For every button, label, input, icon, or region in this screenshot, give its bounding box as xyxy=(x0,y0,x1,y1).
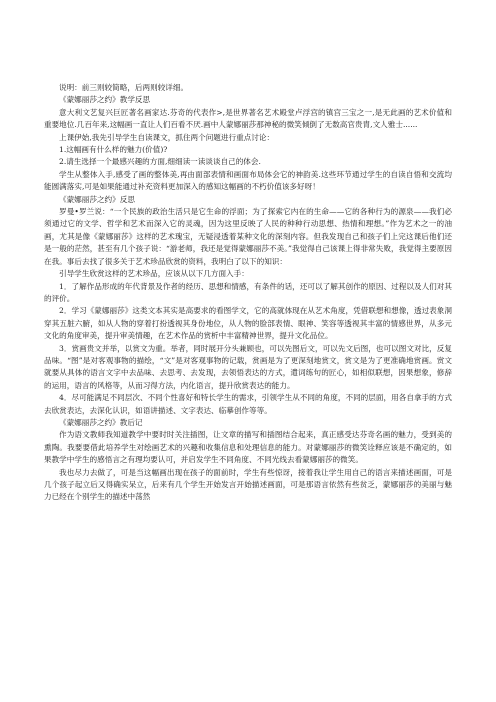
paragraph: 我也尽力去做了，可是当这幅画出现在孩子的面前时，学生有些惊讶，接着我让学生用自己的语言来描述画面，可是几个孩子起立后又得确实呆立，后来有几个学生开始发言开始描述画面，可是那语言依然有些贫乏，蒙娜丽莎的美丽与魅力已经在个别学生的描述中荡然 xyxy=(44,467,452,502)
paragraph: 2.请生选择一个最感兴趣的方面,细细读一读谈谈自己的体会. xyxy=(59,157,261,167)
paragraph: 作为语文教师我知道教学中要时时关注插图，让文章的描写和插图结合起来，真正感受达芬奇名画的魅力，受到美的熏陶。我要要借此培养学生对绘画艺术的兴趣和收集信息和处理信息的能力。对蒙娜丽莎的微笑诠释应该是不确定的，如果教学中学生的感悟言之有理均要认可，并启发学生不同角度、不同光线去看蒙娜丽莎的微笑。 xyxy=(44,430,452,465)
paragraph: 罗曼•罗兰说：“一个民族的政治生活只是它生命的浮面；为了探索它内在的生命——它的各种行为的源泉——我们必须通过它的文学、哲学和艺术而深入它的灵魂，因为这里反映了人民的种种行动思想、热情和理想。”作为艺术之一的油画，尤其是像《蒙娜丽莎》这样的艺术瑰宝，无疑浸透着某种文化的深刻内容。但我发现自己和孩子们上完这课后他们还是一般的茫然，甚至有几个孩子说：“游老师，我还是觉得蒙娜丽莎不美。”我觉得自己该课上得非常失败，我觉得主要原因在我。事后去找了很多关于艺术珍品欣赏的资料，我明白了以下的知识： xyxy=(44,207,452,266)
paragraph: 《蒙娜丽莎之约》反思 xyxy=(59,194,135,204)
paragraph: 3．赏画贵文并举，以赏文为重。举者，同时展开分头兼顾也，可以先图后文，可以先文后图，也可以图文对比，反复品味。“图”是对客观事物的描绘，“文”是对客观事物的记载，赏画是为了更深刻地赏文，赏文是为了更准确地赏画。赏文就要从具体的语言文字中去品味、去思考、去发现，去领悟表达的方式，遣词练句的匠心，如相似联想，因果想象，修辞的运用，语言的风格等，从而习得方法，内化语言，提升欣赏表达的能力。 xyxy=(44,343,452,390)
paragraph: 1.这幅画有什么样的魅力(价值)? xyxy=(59,145,168,155)
document-body xyxy=(44,82,452,504)
paragraph: 学生从整体入手,感受了画的整体美,再由面部表情和画面布局体会它的神韵美.这些环节通过学生的自读自悟和交流均能圆满落实,可是如果能通过补充资料更加深入的感知这幅画的不朽价值该多好呀！ xyxy=(44,169,452,192)
paragraph: 2．学习《蒙娜丽莎》这类文本其实是高要求的看图学文，它的高就体现在从艺术角度，凭借联想和想像，透过表象洞穿其五脏六腑，如从人物的穿着打扮透视其身份地位，从人物的脸部表情、眼神、笑容等透视其丰富的情感世界，从多元文化的角度审美，提升审美情趣，在艺术作品的赏析中丰富精神世界，提升文化品位。 xyxy=(44,306,452,341)
paragraph: 意大利文艺复兴巨匠著名画家达.芬奇的代表作>,是世界著名艺术殿堂卢浮宫的镇宫三宝之一,是无此画的艺术价值和重要地位.几百年来,这幅画一直让人们百看不厌.画中人蒙娜丽莎那神秘的微笑倾倒了无数高官贵胄,文人雅士...... xyxy=(44,107,452,130)
paragraph: 引导学生欣赏这样的艺术珍品，应该从以下几方面入手： xyxy=(59,269,249,279)
paragraph: 1．了解作品形成的年代背景及作者的经历、思想和情感，有条件的话，还可以了解其创作的原因、过程以及人们对其的评价。 xyxy=(44,281,452,303)
paragraph: 《蒙娜丽莎之约》教后记 xyxy=(59,417,143,427)
paragraph: 说明：前三则较简略，后两则较详细。 xyxy=(59,83,189,92)
paragraph: 4．尽可能满足不同层次、不同个性喜好和特长学生的需求，引领学生从不同的角度，不同的层面，用各自拿手的方式去欣赏表达，去深化认识，如语讲描述、文字表达、临摹创作等等。 xyxy=(44,393,452,415)
paragraph: 《蒙娜丽莎之约》教学反思 xyxy=(59,95,151,105)
paragraph: 上课伊始,我先引导学生自读课文，抓住两个问题进行重点讨论： xyxy=(59,132,275,142)
